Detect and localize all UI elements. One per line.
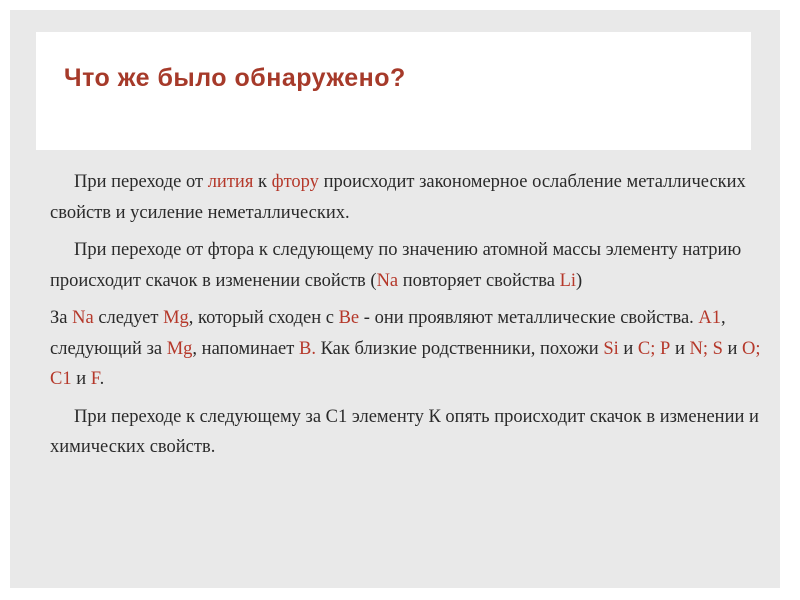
slide-title: Что же было обнаружено? <box>64 64 406 92</box>
paragraph-text: , напоминает <box>192 338 299 359</box>
paragraph-text: и <box>722 338 743 359</box>
highlighted-term: С; <box>637 338 656 359</box>
paragraph-text: , следующий за <box>50 308 726 359</box>
highlighted-term: В. <box>298 338 316 359</box>
paragraph-text: - они проявляют металлические свойства. <box>359 308 699 328</box>
highlighted-term: N; <box>689 338 708 359</box>
paragraph-text: При переходе к следующему за С1 элементу К опять происходит скачок в изменении и химических свойств. <box>50 406 759 457</box>
body-paragraph <box>50 303 765 395</box>
paragraph-text: ) <box>576 270 583 291</box>
body-paragraph <box>50 167 765 228</box>
highlighted-term: Mg <box>163 308 189 328</box>
paragraph-text: , который сходен с <box>188 308 339 328</box>
paragraph-text: повторяет свойства <box>398 270 560 291</box>
paragraph-text: происходит закономерное ослабление металлических свойств и усиление неметаллических. <box>50 172 746 223</box>
body-paragraph <box>50 402 765 463</box>
highlighted-term: F <box>90 369 100 389</box>
highlighted-term: Na <box>376 270 399 291</box>
highlighted-term: лития <box>207 172 254 192</box>
highlighted-term: Р <box>660 338 671 359</box>
highlighted-term: О; <box>742 338 761 359</box>
highlighted-term: Si <box>603 338 619 359</box>
highlighted-term: А1 <box>698 308 722 328</box>
paragraph-text: и <box>71 369 91 389</box>
body-paragraph <box>50 235 765 296</box>
paragraph-text: следует <box>93 308 164 328</box>
paragraph-text: к <box>253 172 272 192</box>
highlighted-term: Li <box>559 270 577 291</box>
highlighted-term: Be <box>338 308 360 328</box>
paragraph-text: . <box>99 369 105 389</box>
slide-body <box>50 167 765 470</box>
highlighted-term: С1 <box>50 369 72 389</box>
paragraph-text: За <box>50 308 73 328</box>
highlighted-term: S <box>712 338 723 359</box>
highlighted-term: Na <box>72 308 94 328</box>
paragraph-text: Как близкие родственники, похожи <box>315 338 604 359</box>
paragraph-text: и <box>618 338 638 359</box>
highlighted-term: Mg <box>166 338 193 359</box>
paragraph-text: и <box>670 338 690 359</box>
paragraph-text: При переходе от фтора к следующему по значению атомной массы элементу натрию происходит скачок в изменении свойств ( <box>50 240 742 291</box>
slide <box>10 10 780 588</box>
paragraph-text: При переходе от <box>74 172 208 192</box>
highlighted-term: фтору <box>271 172 319 192</box>
